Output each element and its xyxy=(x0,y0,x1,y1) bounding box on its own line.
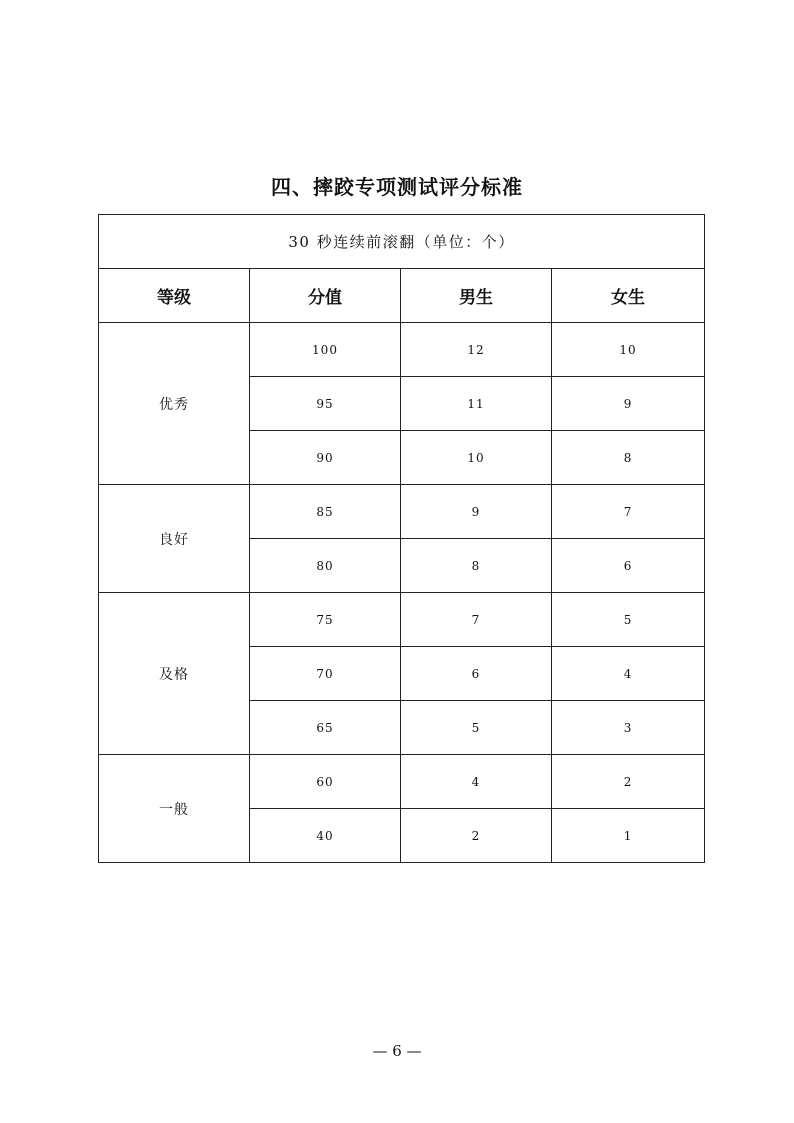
female-cell: 6 xyxy=(552,539,705,593)
table-row xyxy=(99,755,705,809)
male-cell: 6 xyxy=(401,647,552,701)
table-row xyxy=(99,593,705,647)
score-cell: 60 xyxy=(250,755,401,809)
score-cell: 95 xyxy=(250,377,401,431)
female-cell: 3 xyxy=(552,701,705,755)
grade-cell: 良好 xyxy=(99,485,250,593)
score-cell: 80 xyxy=(250,539,401,593)
table-header-row xyxy=(99,269,705,323)
page-number: — 6 — xyxy=(372,1042,422,1060)
score-cell: 85 xyxy=(250,485,401,539)
male-cell: 11 xyxy=(401,377,552,431)
score-cell: 75 xyxy=(250,593,401,647)
header-male: 男生 xyxy=(401,269,552,323)
header-score: 分值 xyxy=(250,269,401,323)
score-cell: 70 xyxy=(250,647,401,701)
male-cell: 7 xyxy=(401,593,552,647)
score-cell: 40 xyxy=(250,809,401,863)
male-cell: 12 xyxy=(401,323,552,377)
header-female: 女生 xyxy=(552,269,705,323)
header-grade: 等级 xyxy=(99,269,250,323)
female-cell: 4 xyxy=(552,647,705,701)
female-cell: 9 xyxy=(552,377,705,431)
male-cell: 2 xyxy=(401,809,552,863)
female-cell: 7 xyxy=(552,485,705,539)
page-title: 四、摔跤专项测试评分标准 xyxy=(271,175,523,199)
female-cell: 2 xyxy=(552,755,705,809)
male-cell: 5 xyxy=(401,701,552,755)
female-cell: 5 xyxy=(552,593,705,647)
scoring-table xyxy=(98,214,705,863)
grade-cell: 一般 xyxy=(99,755,250,863)
female-cell: 1 xyxy=(552,809,705,863)
score-cell: 100 xyxy=(250,323,401,377)
male-cell: 10 xyxy=(401,431,552,485)
male-cell: 4 xyxy=(401,755,552,809)
female-cell: 8 xyxy=(552,431,705,485)
table-caption: 30 秒连续前滚翻（单位：个） xyxy=(99,215,705,269)
male-cell: 8 xyxy=(401,539,552,593)
grade-cell: 优秀 xyxy=(99,323,250,485)
score-cell: 90 xyxy=(250,431,401,485)
table-row xyxy=(99,485,705,539)
female-cell: 10 xyxy=(552,323,705,377)
male-cell: 9 xyxy=(401,485,552,539)
score-cell: 65 xyxy=(250,701,401,755)
table-caption-row xyxy=(99,215,705,269)
table-row xyxy=(99,323,705,377)
grade-cell: 及格 xyxy=(99,593,250,755)
